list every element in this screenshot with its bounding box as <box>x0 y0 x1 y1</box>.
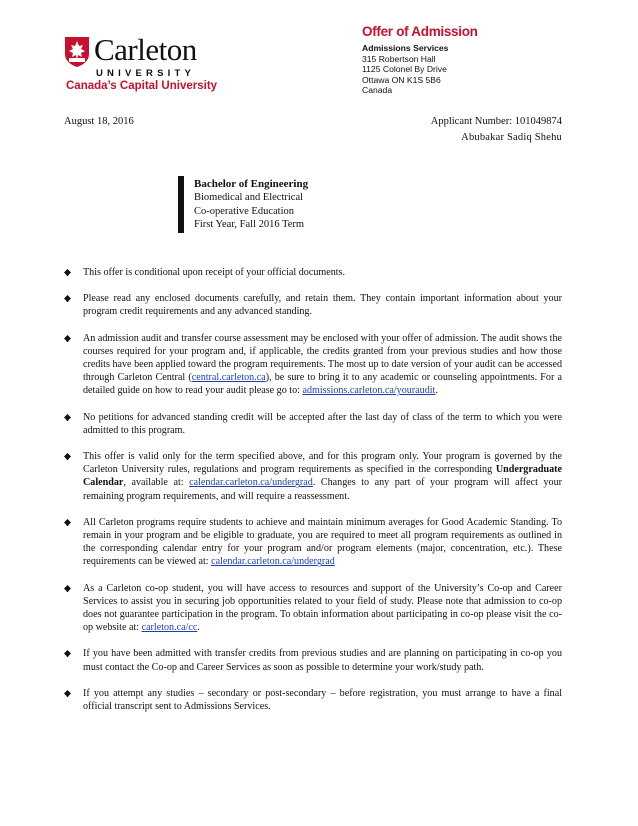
bullet-icon <box>64 414 71 421</box>
list-item <box>64 411 562 437</box>
central-carleton-link[interactable]: central.carleton.ca <box>191 372 266 384</box>
bullet-icon <box>64 335 71 342</box>
carleton-logo <box>64 32 224 92</box>
applicant-number: Applicant Number: 101049874 <box>430 116 562 127</box>
list-item-text: All Carleton programs require students to achieve and maintain minimum averages for Good Academic Standing. To remain in your program and be eligible to graduate, you are required to meet all program requirements as outlined in the corresponding calendar entry for your program and/or program elements (major, concentration, etc.). These requirements can be viewed at: <box>83 516 562 568</box>
list-item <box>64 687 562 713</box>
undergrad-calendar-link-2[interactable]: calendar.carleton.ca/undergrad <box>211 556 335 568</box>
offer-title: Offer of Admission <box>362 24 478 39</box>
list-item-text: No petitions for advanced standing credit will be accepted after the last day of class of the term to which you were admitted to this program. <box>83 411 562 436</box>
list-item-text: As a Carleton co-op student, you will have access to resources and support of the University’s Co-op and Career Services to assist you in securing job opportunities related to your field of study. Please note that admission to co-op does not guarantee participation in the program. To obtain information about participating in co-op please visit the co-op website at: <box>83 582 562 634</box>
program-term: First Year, Fall 2016 Term <box>194 219 305 231</box>
letter-date: August 18, 2016 <box>64 116 134 127</box>
calendar-name: Undergraduate Calendar <box>83 464 562 489</box>
undergrad-calendar-link[interactable]: calendar.carleton.ca/undergrad <box>189 477 313 489</box>
logo-tagline: Canada’s Capital University <box>66 80 218 92</box>
bullet-icon <box>64 519 71 526</box>
address-line: 1125 Colonel By Drive <box>362 64 447 75</box>
bullet-icon <box>64 650 71 657</box>
list-item <box>64 582 562 635</box>
address-line: Canada <box>362 85 393 96</box>
list-item-text: This offer is conditional upon receipt of your official documents. <box>83 267 345 278</box>
bullet-icon <box>64 269 71 276</box>
list-item-text: ), be sure to bring it to any academic or counseling appointments. For a detailed guide on how to read your audit please go to: <box>83 372 562 397</box>
list-item-text: If you attempt any studies – secondary or post-secondary – before registration, you must arrange to have a final official transcript sent to Admissions Services. <box>83 687 562 713</box>
applicant-name: Abubakar Sadiq Shehu <box>461 132 562 143</box>
program-major: Biomedical and Electrical <box>194 192 304 204</box>
bullet-icon <box>64 295 71 302</box>
list-item-text: , available at: <box>123 477 190 489</box>
list-item <box>64 332 562 398</box>
your-audit-link[interactable]: admissions.carleton.ca/youraudit <box>302 385 436 397</box>
list-item <box>64 450 562 503</box>
bullet-icon <box>64 585 71 592</box>
list-item-text: This offer is valid only for the term specified above, and for this program only. Your program is governed by the Carleton University rules, regulations and program requirements as specified in the corresponding <box>83 451 562 476</box>
address-line: Ottawa ON K1S 5B6 <box>362 74 441 85</box>
logo-university: UNIVERSITY <box>96 68 196 79</box>
list-item <box>64 516 562 569</box>
list-item-text: An admission audit and transfer course assessment may be enclosed with your offer of admission. The audit shows the courses required for your program and, if applicable, the credits granted from your previous studies and how those credits have been applied toward the program requirements. The most up to date version of your audit can be accessed through Carleton Central ( <box>83 332 562 384</box>
list-item-text: . <box>435 385 438 397</box>
list-item-text: If you have been admitted with transfer credits from previous studies and are planning on participating in co-op you must contact the Co-op and Career Services as soon as possible to determine your work/study path. <box>83 648 562 673</box>
coop-website-link[interactable]: carleton.ca/cc <box>141 622 198 634</box>
list-item <box>64 292 562 318</box>
address-office: Admissions Services <box>362 43 449 53</box>
program-degree: Bachelor of Engineering <box>194 178 309 190</box>
logo-wordmark: Carleton <box>94 32 197 67</box>
address-line: 315 Robertson Hall <box>362 53 436 64</box>
bullet-icon <box>64 690 71 697</box>
program-block-bar <box>178 176 184 233</box>
list-item-text: Please read any enclosed documents carefully, and retain them. They contain important information about your program credit requirements and any advanced standing. <box>83 293 562 318</box>
list-item <box>64 647 562 673</box>
program-option: Co-operative Education <box>194 205 295 217</box>
sender-address <box>362 43 448 96</box>
conditions-list <box>64 266 562 713</box>
carleton-shield-icon <box>64 36 90 68</box>
list-item-text: . <box>197 622 200 634</box>
list-item-text: . Changes to any part of your program will affect your remaining program requirements, and will require a reassessment. <box>83 477 562 502</box>
bullet-icon <box>64 453 71 460</box>
list-item <box>64 266 562 279</box>
program-block <box>194 178 308 232</box>
